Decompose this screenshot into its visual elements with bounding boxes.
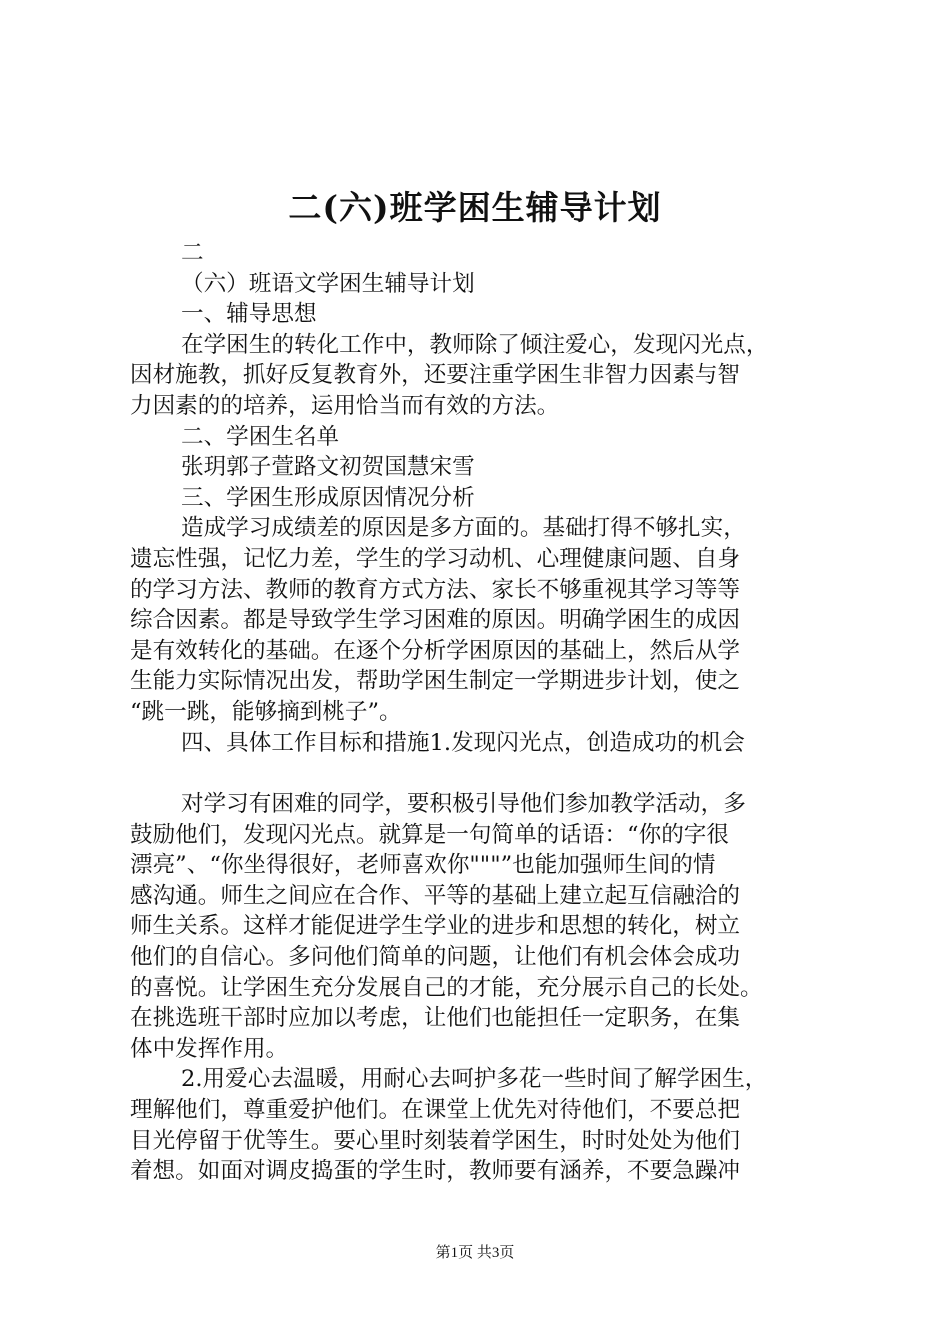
- paragraph-line: 感沟通。师生之间应在合作、平等的基础上建立起互信融洽的: [130, 882, 741, 909]
- paragraph-line: 他们的自信心。多问他们简单的问题，让他们有机会体会成功: [130, 944, 741, 971]
- paragraph-line: 遗忘性强，记忆力差，学生的学习动机、心理健康问题、自身: [130, 545, 741, 572]
- paragraph-line: 师生关系。这样才能促进学生学业的进步和思想的转化，树立: [130, 913, 741, 940]
- paragraph-line: 造成学习成绩差的原因是多方面的。基础打得不够扎实，: [181, 515, 746, 542]
- blank-line: [130, 758, 842, 789]
- paragraph-line: 目光停留于优等生。要心里时刻装着学困生，时时处处为他们: [130, 1127, 741, 1154]
- section-heading: 四、具体工作目标和措施1.发现闪光点，创造成功的机会: [181, 729, 745, 756]
- subtitle-line: （六）班语文学困生辅导计划: [181, 270, 475, 297]
- student-names: 张玥郭子萱路文初贺国慧宋雪: [181, 454, 475, 481]
- paragraph-line: 体中发挥作用。: [130, 1035, 289, 1062]
- section-heading: 二、学困生名单: [181, 423, 340, 450]
- section-heading: 一、辅导思想: [181, 301, 317, 328]
- paragraph-line: 生能力实际情况出发，帮助学困生制定一学期进步计划，使之: [130, 668, 741, 695]
- body-line: 二: [181, 240, 204, 266]
- paragraph-line: 因材施教，抓好反复教育外，还要注重学困生非智力因素与智: [130, 362, 741, 389]
- section-heading: 三、学困生形成原因情况分析: [181, 484, 475, 511]
- paragraph-line: 的学习方法、教师的教育方式方法、家长不够重视其学习等等: [130, 576, 741, 603]
- paragraph-line: 是有效转化的基础。在逐个分析学困原因的基础上，然后从学: [130, 637, 741, 664]
- paragraph-line: 漂亮”、“你坐得很好，老师喜欢你"""”也能加强师生间的情: [130, 852, 716, 879]
- paragraph-line: 在挑选班干部时应加以考虑，让他们也能担任一定职务，在集: [130, 1005, 741, 1032]
- document-title: 二(六)班学困生辅导计划: [288, 188, 662, 227]
- paragraph-line: 力因素的的培养，运用恰当而有效的方法。: [130, 392, 560, 419]
- paragraph-line: 理解他们，尊重爱护他们。在课堂上优先对待他们，不要总把: [130, 1097, 741, 1124]
- document-body: [130, 238, 842, 1187]
- paragraph-line: 在学困生的转化工作中，教师除了倾注爱心，发现闪光点，: [181, 331, 769, 358]
- paragraph-line: 着想。如面对调皮捣蛋的学生时，教师要有涵养，不要急躁冲: [130, 1158, 741, 1185]
- paragraph-line: “跳一跳，能够摘到桃子”。: [130, 698, 402, 725]
- paragraph-line: 鼓励他们，发现闪光点。就算是一句简单的话语：“你的字很: [130, 821, 729, 848]
- paragraph-line: 对学习有困难的同学，要积极引导他们参加教学活动，多: [181, 791, 746, 818]
- paragraph-line: 2.用爱心去温暖，用耐心去呵护多花一些时间了解学困生，: [181, 1066, 768, 1093]
- page-footer: 第1页 共3页: [435, 1245, 515, 1261]
- paragraph-line: 综合因素。都是导致学生学习困难的原因。明确学困生的成因: [130, 607, 741, 634]
- paragraph-line: 的喜悦。让学困生充分发展自己的才能，充分展示自己的长处。: [130, 974, 763, 1001]
